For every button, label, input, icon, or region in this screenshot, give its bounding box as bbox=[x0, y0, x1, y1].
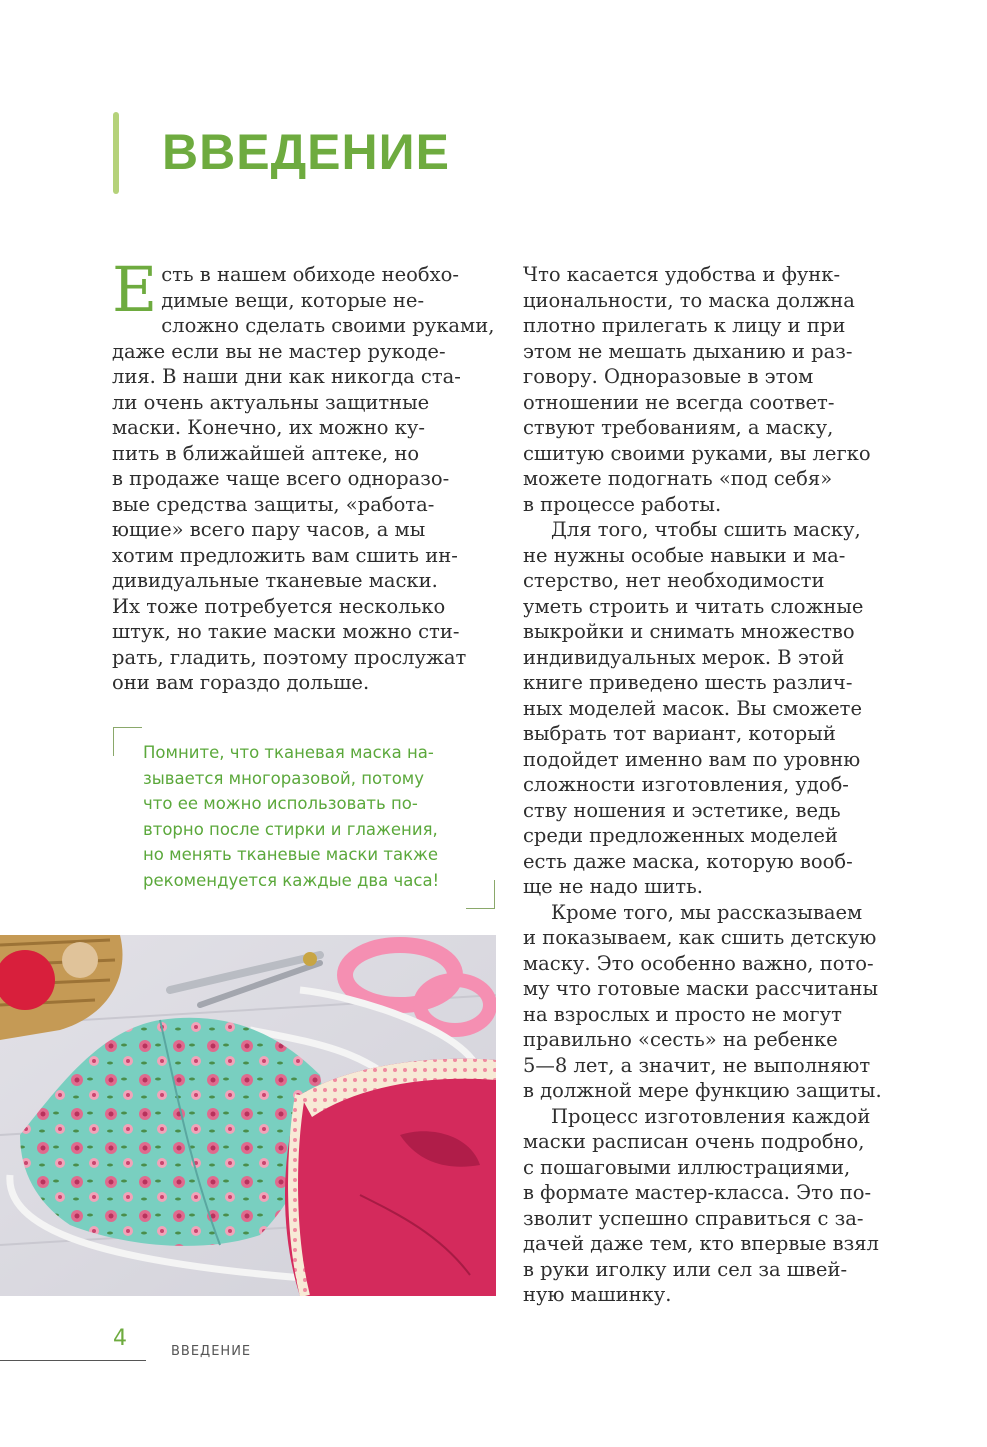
text-line: штук, но такие маски можно сти- bbox=[112, 620, 460, 643]
note-line: вторно после стирки и глажения, bbox=[143, 819, 438, 839]
page-number: 4 bbox=[113, 1326, 127, 1351]
text-line: маски. Конечно, их можно ку- bbox=[112, 416, 425, 439]
text-line: дивидуальные тканевые маски. bbox=[112, 569, 438, 592]
text-line: зволит успешно справиться с за- bbox=[523, 1206, 864, 1230]
text-line: сшитую своими руками, вы легко bbox=[523, 441, 871, 465]
text-line: хотим предложить вам сшить ин- bbox=[112, 543, 458, 567]
text-line: плотно прилегать к лицу и при bbox=[523, 314, 846, 337]
text-line: ную машинку. bbox=[523, 1283, 672, 1306]
text-line: Что касается удобства и функ- bbox=[523, 263, 841, 286]
text-line: можете подогнать «под себя» bbox=[523, 467, 833, 490]
text-line: они вам гораздо дольше. bbox=[112, 671, 370, 694]
text-line: индивидуальных мерок. В этой bbox=[523, 645, 845, 669]
text-line: стерство, нет необходимости bbox=[523, 569, 825, 592]
running-head: ВВЕДЕНИЕ bbox=[171, 1344, 252, 1359]
text-line: маски расписан очень подробно, bbox=[523, 1130, 865, 1153]
note-corner-top-left bbox=[113, 727, 142, 756]
text-line: Кроме того, мы рассказываем bbox=[551, 900, 863, 924]
text-line: маску. Это особенно важно, пото- bbox=[523, 951, 874, 975]
text-line: Их тоже потребуется несколько bbox=[112, 594, 446, 618]
callout-note bbox=[113, 727, 495, 909]
text-line: Процесс изготовления каждой bbox=[551, 1104, 871, 1128]
text-line: рать, гладить, поэтому прослужат bbox=[112, 645, 467, 669]
text-line: ющие» всего пару часов, а мы bbox=[112, 518, 426, 541]
text-line: дачей даже тем, кто впервые взял bbox=[523, 1232, 879, 1255]
text-line: говору. Одноразовые в этом bbox=[523, 365, 814, 388]
text-line: 5—8 лет, а значит, не выполняют bbox=[523, 1053, 871, 1077]
text-line: с пошаговыми иллюстрациями, bbox=[523, 1155, 851, 1179]
text-line: выкройки и снимать множество bbox=[523, 620, 855, 643]
note-line: что ее можно использовать по- bbox=[143, 794, 418, 813]
text-line: сложно сделать своими руками, bbox=[161, 314, 495, 337]
text-line: ных моделей масок. Вы сможете bbox=[523, 696, 863, 720]
text-line: отношении не всегда соответ- bbox=[523, 390, 835, 414]
text-line: даже если вы не мастер рукоде- bbox=[112, 339, 446, 363]
text-line: в руки иголку или сел за швей- bbox=[523, 1257, 848, 1281]
text-line: ще не надо шить. bbox=[523, 875, 703, 898]
text-line: в должной мере функцию защиты. bbox=[523, 1079, 882, 1102]
text-line: му что готовые маски рассчитаны bbox=[523, 977, 879, 1000]
text-line: и показываем, как сшить детскую bbox=[523, 926, 877, 949]
masks-photo-illustration bbox=[0, 935, 496, 1296]
note-text bbox=[143, 740, 488, 893]
masks-photo bbox=[0, 935, 496, 1296]
text-line: в продаже чаще всего одноразо- bbox=[112, 467, 450, 490]
title-accent-bar bbox=[113, 112, 119, 194]
text-line: в процессе работы. bbox=[523, 492, 722, 516]
text-line: циональности, то маска должна bbox=[523, 288, 855, 312]
text-line: сть в нашем обиходе необхо- bbox=[161, 263, 459, 286]
text-line: ству ношения и эстетике, ведь bbox=[523, 798, 841, 822]
text-line: на взрослых и просто не могут bbox=[523, 1002, 842, 1026]
note-line: Помните, что тканевая маска на- bbox=[143, 743, 434, 762]
text-line: лия. В наши дни как никогда ста- bbox=[112, 365, 461, 388]
text-line: правильно «сесть» на ребенке bbox=[523, 1028, 838, 1051]
text-line: выбрать тот вариант, который bbox=[523, 722, 836, 745]
left-column bbox=[112, 253, 497, 696]
text-line: вые средства защиты, «работа- bbox=[112, 492, 435, 516]
text-line: пить в ближайшей аптеке, но bbox=[112, 441, 420, 465]
page-title: ВВЕДЕНИЕ bbox=[162, 124, 450, 180]
text-line: этом не мешать дыханию и раз- bbox=[523, 339, 853, 363]
footer-rule bbox=[0, 1360, 146, 1361]
drop-cap: Е bbox=[112, 253, 158, 326]
note-line: но менять тканевые маски также bbox=[143, 845, 439, 864]
text-line: уметь строить и читать сложные bbox=[523, 594, 864, 618]
text-line: в формате мастер-класса. Это по- bbox=[523, 1181, 872, 1204]
right-column bbox=[523, 262, 918, 1308]
text-line: подойдет именно вам по уровню bbox=[523, 747, 861, 771]
note-line: рекомендуется каждые два часа! bbox=[143, 870, 440, 890]
text-line: не нужны особые навыки и ма- bbox=[523, 543, 846, 567]
note-line: зывается многоразовой, потому bbox=[143, 768, 425, 788]
text-line: димые вещи, которые не- bbox=[161, 288, 425, 312]
text-line: среди предложенных моделей bbox=[523, 824, 838, 847]
text-line: ствуют требованиям, а маску, bbox=[523, 416, 834, 439]
note-corner-bottom-right bbox=[466, 880, 495, 909]
text-line: книге приведено шесть различ- bbox=[523, 671, 853, 694]
text-line: Для того, чтобы сшить маску, bbox=[551, 518, 861, 541]
text-line: ли очень актуальны защитные bbox=[112, 390, 430, 414]
text-line: сложности изготовления, удоб- bbox=[523, 773, 849, 796]
text-line: есть даже маска, которую вооб- bbox=[523, 849, 853, 873]
